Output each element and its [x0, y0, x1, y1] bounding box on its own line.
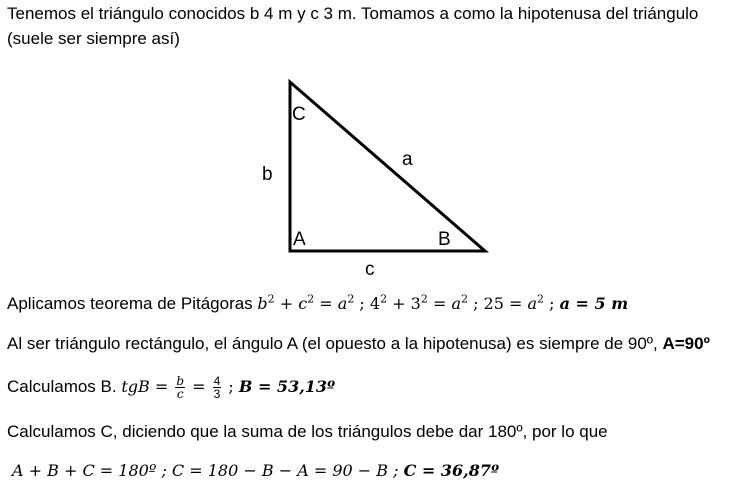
var-a-1: a [337, 294, 348, 313]
angle-a-result: A=90º [662, 334, 710, 353]
side-c-label: c [365, 259, 375, 280]
intro-text-1: Tenemos el triángulo conocidos b 4 m y c 3 m. Tomamos a como la hipotenusa del triángulo [7, 4, 699, 23]
exp-c: 2 [307, 292, 315, 306]
angle-c-line [12, 460, 499, 482]
angle-a-line [7, 333, 710, 355]
fraction-b-over-c [175, 375, 185, 400]
angle-a-text: Al ser triángulo rectángulo, el ángulo A (el opuesto a la hipotenusa) es siempre de 90º, [7, 334, 663, 353]
var-c: c [298, 294, 308, 313]
pythagoras-formula [257, 294, 559, 313]
angle-b-eq: = [187, 377, 211, 396]
fraction-c-den: c [176, 387, 184, 402]
vertex-a-label: A [293, 229, 306, 250]
side-a-label: a [402, 149, 413, 170]
angle-b-text: Calculamos B. [7, 377, 122, 396]
pythagoras-result: a = 5 m [559, 294, 629, 313]
exp-b: 2 [267, 292, 275, 306]
intro-text-2: (suele ser siempre así) [7, 29, 180, 48]
plus-2: + [387, 294, 411, 313]
intro-line-2 [7, 28, 180, 50]
right-triangle-figure [250, 70, 500, 285]
side-b-label: b [262, 164, 273, 185]
num-4: 4 [369, 294, 381, 313]
var-a-3: a [527, 294, 538, 313]
angle-c-intro-text: Calculamos C, diciendo que la suma de los triángulos debe dar 180º, por lo que [7, 422, 608, 441]
angle-c-intro-line [7, 421, 608, 443]
vertex-c-label: C [292, 104, 306, 125]
angle-c-result: C = 36,87º [403, 461, 499, 480]
sep-1: ; [354, 294, 370, 313]
angle-b-line [7, 373, 335, 401]
angle-b-sep: ; [223, 377, 239, 396]
eq-3: = [503, 294, 528, 313]
angle-b-expr: tgB = [121, 377, 174, 396]
exp-a-3: 2 [537, 292, 545, 306]
sep-3: ; [544, 294, 560, 313]
pythagoras-line [7, 293, 628, 315]
intro-line-1 [7, 3, 698, 25]
fraction-4-num: 4 [213, 374, 221, 389]
angle-b-result: B = 53,13º [238, 377, 336, 396]
exp-a-1: 2 [347, 292, 355, 306]
fraction-4-over-3 [213, 375, 222, 400]
num-25: 25 [483, 294, 504, 313]
fraction-3-den: 3 [213, 387, 221, 402]
num-3: 3 [410, 294, 421, 313]
var-b: b [257, 294, 268, 313]
exp-4: 2 [380, 292, 388, 306]
var-a-2: a [451, 294, 461, 313]
pythagoras-text: Aplicamos teorema de Pitágoras [7, 294, 253, 313]
exp-a-2: 2 [460, 292, 468, 306]
vertex-b-label: B [438, 229, 451, 250]
eq-2: = [427, 294, 452, 313]
triangle-shape [290, 82, 485, 251]
plus-1: + [274, 294, 299, 313]
angle-c-expr: A + B + C = 180º ; C = 180 − B − A = 90 − B ; [12, 461, 404, 480]
sep-2: ; [467, 294, 484, 313]
exp-3: 2 [420, 292, 428, 306]
fraction-b-num: b [176, 374, 185, 389]
eq-1: = [314, 294, 338, 313]
